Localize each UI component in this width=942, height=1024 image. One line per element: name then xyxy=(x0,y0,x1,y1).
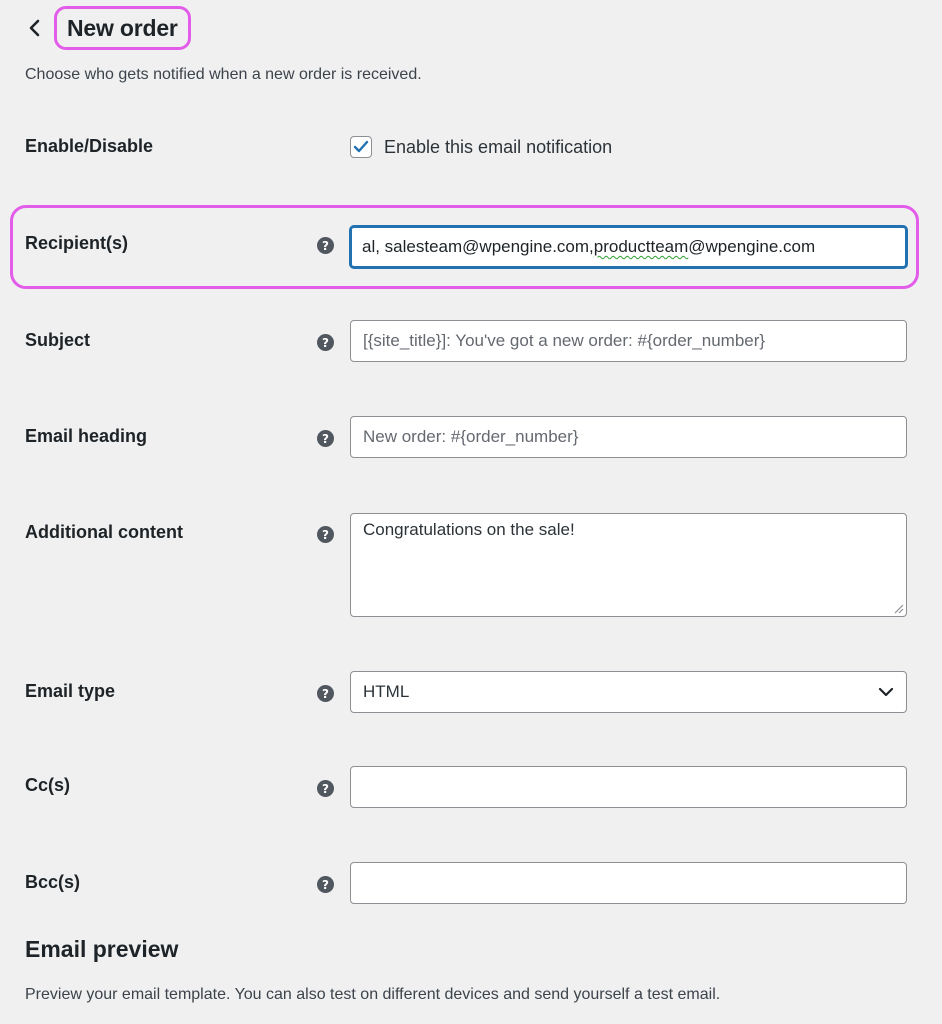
cc-input[interactable] xyxy=(350,766,907,808)
enable-checkbox[interactable] xyxy=(350,136,372,158)
heading-label: Email heading xyxy=(25,426,148,446)
checkmark-icon xyxy=(353,140,369,154)
resize-handle-icon[interactable] xyxy=(892,602,904,614)
email-preview-description: Preview your email template. You can also test on different devices and send yourself a test email. xyxy=(25,986,721,1003)
enable-label: Enable/Disable xyxy=(25,136,154,156)
question-mark-icon[interactable]: ? xyxy=(317,237,334,254)
email-type-select[interactable] xyxy=(350,671,907,713)
email-preview-title: Email preview xyxy=(25,936,179,962)
additional-content-value: Congratulations on the sale! xyxy=(363,520,575,539)
recipients-input[interactable] xyxy=(350,226,907,268)
question-mark-icon[interactable]: ? xyxy=(317,780,334,797)
recipients-value-suffix: @wpengine.com xyxy=(688,237,816,256)
title-highlight xyxy=(54,6,191,50)
recipients-label: Recipient(s) xyxy=(25,233,129,253)
email-type-label: Email type xyxy=(25,681,116,701)
recipients-value-misspelled: productteam xyxy=(593,237,689,256)
email-type-selected: HTML xyxy=(363,682,410,701)
email-heading-input[interactable]: New order: #{order_number} xyxy=(350,416,907,458)
question-mark-icon[interactable]: ? xyxy=(317,430,334,447)
subject-label: Subject xyxy=(25,330,91,350)
additional-content-label: Additional content xyxy=(25,522,183,542)
chevron-left-icon[interactable] xyxy=(24,17,46,39)
enable-checkbox-label: Enable this email notification xyxy=(384,136,613,157)
page-header xyxy=(24,6,191,50)
chevron-down-icon xyxy=(878,687,894,697)
additional-content-textarea[interactable] xyxy=(350,513,907,617)
question-mark-icon[interactable]: ? xyxy=(317,334,334,351)
subject-input[interactable]: [{site_title}]: You've got a new order: #{order_number} xyxy=(350,320,907,362)
bcc-input[interactable] xyxy=(350,862,907,904)
question-mark-icon[interactable]: ? xyxy=(317,526,334,543)
page-title: New order xyxy=(67,14,178,41)
question-mark-icon[interactable]: ? xyxy=(317,685,334,702)
question-mark-icon[interactable]: ? xyxy=(317,876,334,893)
cc-label: Cc(s) xyxy=(25,775,71,795)
recipients-value-prefix: al, salesteam@wpengine.com, xyxy=(362,237,594,256)
page-description: Choose who gets notified when a new order is received. xyxy=(25,66,422,83)
bcc-label: Bcc(s) xyxy=(25,872,81,892)
enable-checkbox-row[interactable] xyxy=(350,136,612,158)
